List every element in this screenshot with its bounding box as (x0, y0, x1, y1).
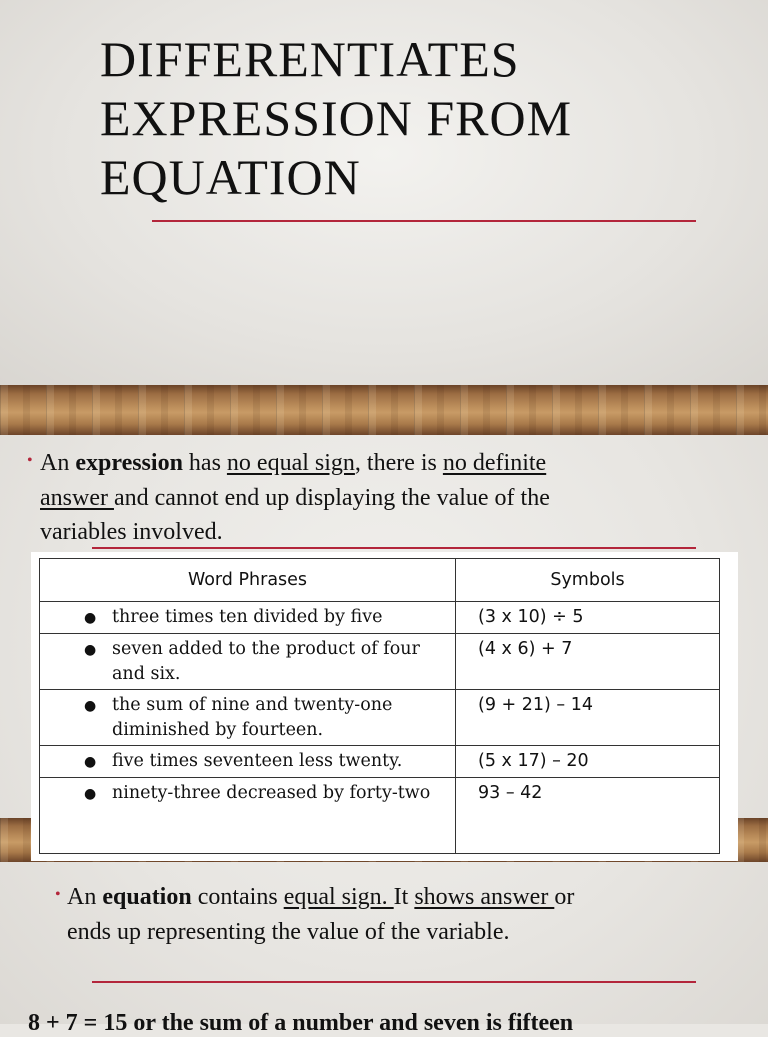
phrase-cell (40, 602, 456, 634)
underlined-text: shows answer (414, 884, 555, 910)
text: It (393, 884, 415, 910)
phrase-table-image (31, 552, 738, 861)
bullet-icon: ● (84, 610, 97, 626)
text: variables involved. (40, 519, 223, 545)
bullet-icon: ● (84, 754, 97, 770)
symbol-text: (9 + 21) – 14 (478, 695, 593, 715)
phrase-text: seven added to the product of four and six. (112, 639, 420, 684)
section-rule (92, 547, 696, 549)
bullet-icon: • (55, 886, 61, 903)
bullet-icon: ● (84, 642, 97, 658)
symbol-text: (4 x 6) + 7 (478, 639, 573, 659)
text: An (67, 884, 103, 910)
underlined-text: answer (40, 484, 114, 511)
symbol-cell (456, 602, 720, 634)
table-row (40, 690, 720, 746)
slide-title (100, 30, 720, 207)
table-row (40, 634, 720, 690)
table-row (40, 602, 720, 634)
symbol-cell (456, 634, 720, 690)
text: contains (191, 884, 284, 910)
underlined-text: equal sign. (283, 884, 394, 910)
symbol-text: (5 x 17) – 20 (478, 751, 589, 771)
text: , there is (354, 450, 443, 476)
underlined-text: no equal sign (226, 450, 355, 476)
title-line: EQUATION (100, 149, 361, 205)
title-line: DIFFERENTIATES (100, 31, 520, 87)
phrase-table (39, 558, 720, 854)
symbol-cell (456, 746, 720, 778)
phrase-text: five times seventeen less twenty. (112, 751, 403, 771)
header-word-phrases: Word Phrases (40, 559, 456, 602)
symbol-cell (456, 778, 720, 854)
underlined-text: no definite (442, 450, 547, 476)
text: or (554, 884, 575, 910)
phrase-text: the sum of nine and twenty-one diminished by fourteen. (112, 695, 393, 740)
example-equation-text: 8 + 7 = 15 or the sum of a number and seven is fifteen (28, 1010, 574, 1036)
keyword-expression: expression (75, 450, 183, 476)
keyword-equation: equation (102, 884, 192, 910)
text: An (40, 450, 76, 476)
bullet-icon: ● (84, 786, 97, 802)
expression-paragraph (40, 446, 700, 550)
title-line: EXPRESSION FROM (100, 90, 573, 146)
phrase-text: ninety-three decreased by forty-two (112, 783, 431, 803)
symbol-cell (456, 690, 720, 746)
title-slide (0, 0, 768, 385)
text: has (182, 450, 227, 476)
phrase-cell (40, 778, 456, 854)
phrase-cell (40, 634, 456, 690)
phrase-cell (40, 690, 456, 746)
phrase-cell (40, 746, 456, 778)
header-symbols: Symbols (456, 559, 720, 602)
wood-floor-divider (0, 385, 768, 435)
text: and cannot end up displaying the value of the (113, 484, 550, 511)
equation-paragraph (67, 880, 707, 949)
symbol-text: 93 – 42 (478, 783, 543, 803)
table-row (40, 746, 720, 778)
title-underline (152, 220, 696, 222)
section-rule (92, 981, 696, 983)
table-row (40, 778, 720, 854)
text: ends up representing the value of the variable. (67, 918, 510, 945)
table-header-row (40, 559, 720, 602)
symbol-text: (3 x 10) ÷ 5 (478, 607, 584, 627)
phrase-text: three times ten divided by five (112, 607, 383, 627)
bullet-icon: • (27, 452, 33, 469)
bullet-icon: ● (84, 698, 97, 714)
